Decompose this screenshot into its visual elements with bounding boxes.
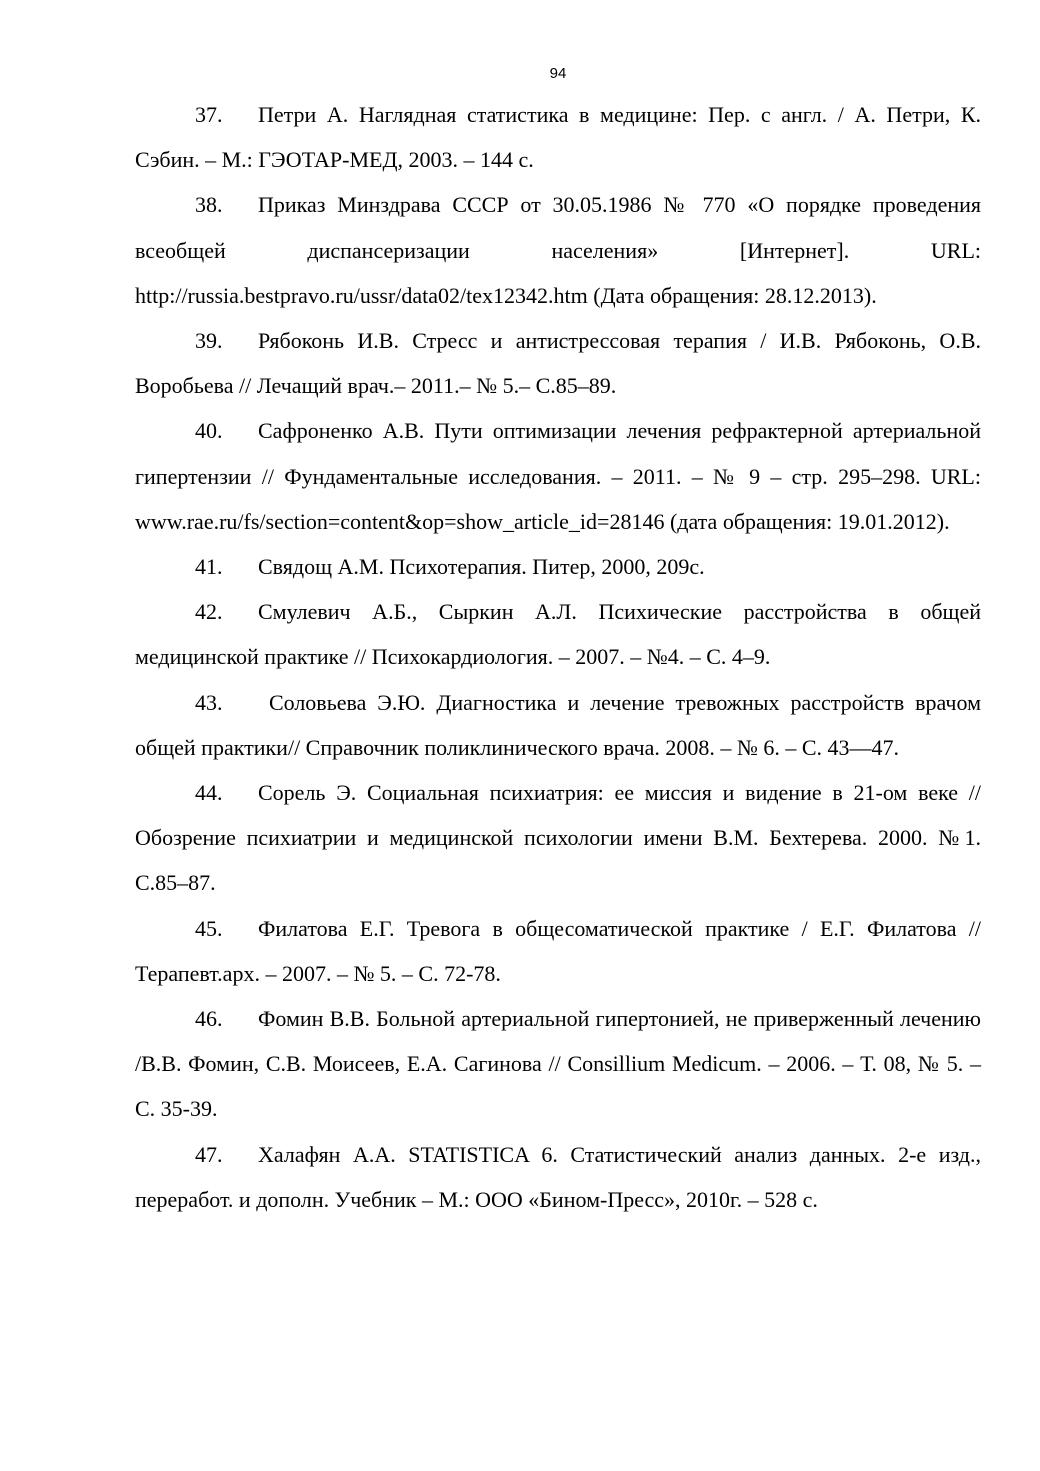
reference-item bbox=[135, 680, 981, 770]
reference-text: Смулевич А.Б., Сыркин А.Л. Психические расстройства в общей медицинской практике // Психокардиология. – 2007. – №4. – С. 4–9. bbox=[135, 599, 981, 670]
reference-item bbox=[135, 92, 981, 182]
reference-item bbox=[135, 318, 981, 408]
reference-item bbox=[135, 906, 981, 996]
reference-item bbox=[135, 589, 981, 679]
reference-number: 39. bbox=[195, 328, 223, 354]
reference-list bbox=[135, 92, 981, 1222]
reference-number: 43. bbox=[195, 689, 223, 715]
reference-text: Филатова Е.Г. Тревога в общесоматической практике / Е.Г. Филатова // Терапевт.арх. – 2007. – № 5. – С. 72-78. bbox=[135, 915, 981, 986]
page-number: 94 bbox=[549, 65, 567, 82]
reference-item bbox=[135, 996, 981, 1132]
reference-number: 40. bbox=[195, 418, 223, 444]
reference-text: Фомин В.В. Больной артериальной гипертонией, не приверженный лечению /В.В. Фомин, С.В. Моисеев, Е.А. Сагинова // Consillium Medicum. – 2006. – Т. 08, № 5. – С. 35-39. bbox=[135, 1006, 981, 1122]
reference-number: 47. bbox=[195, 1141, 223, 1167]
reference-number: 38. bbox=[195, 192, 223, 218]
reference-text: Сафроненко А.В. Пути оптимизации лечения рефрактерной артериальной гипертензии // Фундаментальные исследования. – 2011. – № 9 – стр. 295–298. URL: www.rae.ru/fs/section=content&op=show_article_id=28146 (дата обращения: 19.01.2012). bbox=[135, 418, 981, 534]
reference-text: Приказ Минздрава СССР от 30.05.1986 № 770 «О порядке проведения всеобщей диспансеризации населения» [Интернет]. URL: http://russia.bestpravo.ru/ussr/data02/tex12342.htm (Дата обращения: 28.12.2013). bbox=[135, 192, 981, 308]
reference-text: Халафян А.А. STATISTICA 6. Статистический анализ данных. 2-е изд., переработ. и дополн. Учебник – М.: ООО «Бином-Пресс», 2010г. – 528 с. bbox=[135, 1141, 981, 1212]
reference-number: 45. bbox=[195, 915, 223, 941]
reference-item bbox=[135, 1132, 981, 1222]
reference-text: Соловьева Э.Ю. Диагностика и лечение тревожных расстройств врачом общей практики// Справочник поликлинического врача. 2008. – № 6. – С. 43—47. bbox=[135, 689, 981, 760]
reference-text: Сорель Э. Социальная психиатрия: ее миссия и видение в 21-ом веке // Обозрение психиатрии и медицинской психологии имени В.М. Бехтерева. 2000. №1. С.85–87. bbox=[135, 780, 981, 896]
reference-number: 42. bbox=[195, 599, 223, 625]
reference-number: 46. bbox=[195, 1006, 223, 1032]
reference-text: Свядощ А.М. Психотерапия. Питер, 2000, 209с. bbox=[258, 554, 705, 580]
reference-number: 37. bbox=[195, 102, 223, 127]
reference-text: Рябоконь И.В. Стресс и антистрессовая терапия / И.В. Рябоконь, О.В. Воробьева // Лечащий врач.– 2011.– № 5.– С.85–89. bbox=[135, 328, 981, 399]
reference-number: 44. bbox=[195, 780, 223, 806]
reference-item bbox=[135, 770, 981, 906]
reference-item bbox=[135, 408, 981, 544]
reference-number: 41. bbox=[195, 554, 223, 580]
reference-text: Петри А. Наглядная статистика в медицине: Пер. с англ. / А. Петри, К. Сэбин. – М.: ГЭОТАР-МЕД, 2003. – 144 с. bbox=[135, 102, 981, 173]
reference-item bbox=[135, 544, 981, 589]
reference-item bbox=[135, 182, 981, 318]
